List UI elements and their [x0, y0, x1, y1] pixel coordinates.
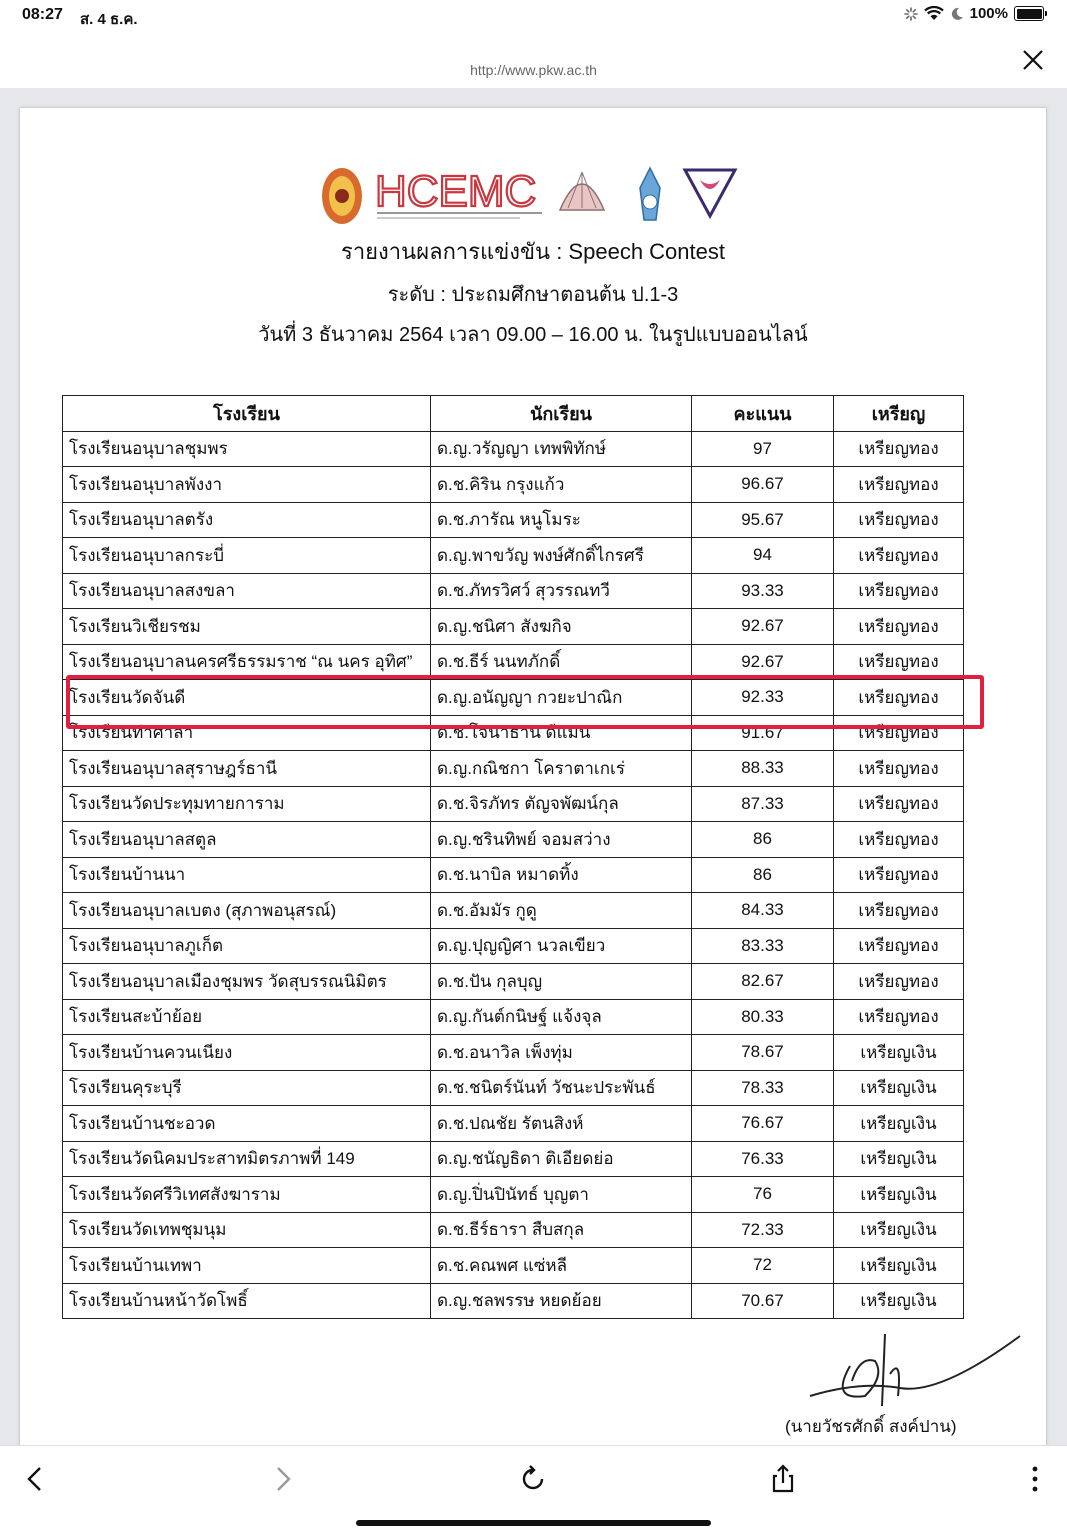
- cell-score: 72: [692, 1248, 834, 1284]
- cell-school: โรงเรียนอนุบาลสุราษฎร์ธานี: [63, 751, 431, 787]
- cell-school: โรงเรียนวัดศรีวิเทศสังฆาราม: [63, 1177, 431, 1213]
- table-row: [63, 822, 964, 858]
- cell-score: 91.67: [692, 715, 834, 751]
- logo-strip: [320, 158, 740, 228]
- cell-medal: เหรียญทอง: [834, 822, 964, 858]
- table-row: [63, 1070, 964, 1106]
- cell-student: ด.ญ.ปิ่นปินัทธ์ บุญตา: [431, 1177, 692, 1213]
- browser-header: [0, 34, 1067, 88]
- cell-score: 86: [692, 822, 834, 858]
- cell-medal: เหรียญทอง: [834, 857, 964, 893]
- cell-score: 76: [692, 1177, 834, 1213]
- cell-score: 78.33: [692, 1070, 834, 1106]
- cell-school: โรงเรียนบ้านชะอวด: [63, 1106, 431, 1142]
- table-row: [63, 751, 964, 787]
- cell-school: โรงเรียนคุระบุรี: [63, 1070, 431, 1106]
- cell-medal: เหรียญทอง: [834, 680, 964, 716]
- cell-medal: เหรียญทอง: [834, 431, 964, 467]
- hcemc-logo: HCEMC: [375, 167, 537, 216]
- more-icon[interactable]: [1020, 1464, 1050, 1494]
- table-row: [63, 1283, 964, 1319]
- cell-score: 76.33: [692, 1141, 834, 1177]
- cell-student: ด.ช.ธีร์ธารา สืบสกุล: [431, 1212, 692, 1248]
- home-indicator[interactable]: [356, 1520, 711, 1526]
- cell-student: ด.ช.โจนาธาน ดีแมน: [431, 715, 692, 751]
- table-row: [63, 1248, 964, 1284]
- cell-score: 94: [692, 538, 834, 574]
- cell-medal: เหรียญเงิน: [834, 1106, 964, 1142]
- table-row: [63, 999, 964, 1035]
- table-row: [63, 1035, 964, 1071]
- cell-medal: เหรียญเงิน: [834, 1035, 964, 1071]
- header-medal: เหรียญ: [834, 396, 964, 432]
- cell-student: ด.ญ.กณิชกา โคราตาเกเร่: [431, 751, 692, 787]
- cell-medal: เหรียญเงิน: [834, 1070, 964, 1106]
- table-row: [63, 1106, 964, 1142]
- cell-score: 95.67: [692, 502, 834, 538]
- cell-student: ด.ช.อัมมัร กูดู: [431, 893, 692, 929]
- battery-tip: [1045, 11, 1047, 16]
- cell-school: โรงเรียนอนุบาลชุมพร: [63, 431, 431, 467]
- cell-school: โรงเรียนอนุบาลภูเก็ต: [63, 928, 431, 964]
- cell-score: 87.33: [692, 786, 834, 822]
- table-row: [63, 964, 964, 1000]
- cell-school: โรงเรียนวัดประทุมทายการาม: [63, 786, 431, 822]
- bottom-toolbar: [0, 1445, 1067, 1537]
- reload-icon[interactable]: [518, 1464, 548, 1494]
- results-table: [62, 395, 964, 1319]
- status-date: ส. 4 ธ.ค.: [80, 11, 138, 28]
- cell-medal: เหรียญเงิน: [834, 1177, 964, 1213]
- url-label[interactable]: http://www.pkw.ac.th: [470, 62, 597, 78]
- cell-student: ด.ญ.วรัญญา เทพพิทักษ์: [431, 431, 692, 467]
- cell-score: 76.67: [692, 1106, 834, 1142]
- cell-student: ด.ญ.ชรินทิพย์ จอมสว่าง: [431, 822, 692, 858]
- document-viewer[interactable]: [0, 88, 1067, 1445]
- cell-medal: เหรียญเงิน: [834, 1212, 964, 1248]
- cell-school: โรงเรียนอนุบาลตรัง: [63, 502, 431, 538]
- cell-student: ด.ญ.กันต์กนิษฐ์ แจ้งจุล: [431, 999, 692, 1035]
- document-date: วันที่ 3 ธันวาคม 2564 เวลา 09.00 – 16.00 น. ในรูปแบบออนไลน์: [258, 324, 808, 346]
- cell-score: 82.67: [692, 964, 834, 1000]
- table-row: [63, 893, 964, 929]
- close-icon[interactable]: [1021, 48, 1045, 72]
- cell-medal: เหรียญทอง: [834, 893, 964, 929]
- cell-medal: เหรียญเงิน: [834, 1283, 964, 1319]
- cell-medal: เหรียญทอง: [834, 928, 964, 964]
- cell-school: โรงเรียนวัดนิคมประสาทมิตรภาพที่ 149: [63, 1141, 431, 1177]
- cell-school: โรงเรียนสะบ้าย้อย: [63, 999, 431, 1035]
- cell-student: ด.ช.อนาวิล เพ็งทุ่ม: [431, 1035, 692, 1071]
- status-time: 08:27: [22, 6, 63, 23]
- table-row: [63, 1177, 964, 1213]
- cell-medal: เหรียญเงิน: [834, 1248, 964, 1284]
- cell-school: โรงเรียนบ้านนา: [63, 857, 431, 893]
- cell-score: 93.33: [692, 573, 834, 609]
- table-row: [63, 1212, 964, 1248]
- cell-school: โรงเรียนอนุบาลสตูล: [63, 822, 431, 858]
- cell-medal: เหรียญทอง: [834, 609, 964, 645]
- cell-school: โรงเรียนอนุบาลเมืองชุมพร วัดสุบรรณนิมิตร: [63, 964, 431, 1000]
- battery-icon: [1014, 6, 1044, 21]
- cell-student: ด.ช.ธีร์ นนทภักดิ์: [431, 644, 692, 680]
- document-title: รายงานผลการแข่งขัน : Speech Contest: [341, 239, 725, 264]
- table-row: [63, 573, 964, 609]
- status-bar: [0, 0, 1067, 34]
- cell-medal: เหรียญเงิน: [834, 1141, 964, 1177]
- cell-score: 83.33: [692, 928, 834, 964]
- cell-school: โรงเรียนอนุบาลพังงา: [63, 467, 431, 503]
- battery-percent: 100%: [969, 5, 1008, 22]
- table-row: [63, 786, 964, 822]
- cell-school: โรงเรียนอนุบาลนครศรีธรรมราช “ณ นคร อุทิศ”: [63, 644, 431, 680]
- cell-medal: เหรียญทอง: [834, 467, 964, 503]
- cell-student: ด.ญ.ชลพรรษ หยดย้อย: [431, 1283, 692, 1319]
- wifi-icon: [924, 6, 944, 21]
- header-student: นักเรียน: [431, 396, 692, 432]
- cell-student: ด.ช.นาบิล หมาดทิ้ง: [431, 857, 692, 893]
- cell-student: ด.ญ.ชนิศา สังฆกิจ: [431, 609, 692, 645]
- cell-medal: เหรียญทอง: [834, 573, 964, 609]
- cell-medal: เหรียญทอง: [834, 715, 964, 751]
- cell-score: 70.67: [692, 1283, 834, 1319]
- table-row: [63, 467, 964, 503]
- cell-student: ด.ช.คิริน กรุงแก้ว: [431, 467, 692, 503]
- table-row: [63, 928, 964, 964]
- ministry-seal-logo: [322, 168, 362, 224]
- document-level: ระดับ : ประถมศึกษาตอนต้น ป.1-3: [387, 284, 679, 306]
- cell-school: โรงเรียนวัดเทพชุมนุม: [63, 1212, 431, 1248]
- table-row: [63, 1141, 964, 1177]
- cell-score: 72.33: [692, 1212, 834, 1248]
- cell-school: โรงเรียนวัดจันดี: [63, 680, 431, 716]
- cell-score: 92.67: [692, 609, 834, 645]
- royal-crest-logo: [640, 168, 660, 220]
- cell-score: 97: [692, 431, 834, 467]
- back-icon[interactable]: [20, 1464, 50, 1494]
- cell-student: ด.ญ.ชนัญธิดา ติเอียดย่อ: [431, 1141, 692, 1177]
- cell-school: โรงเรียนวิเชียรชม: [63, 609, 431, 645]
- cell-student: ด.ญ.อนัญญา กวยะปาณิก: [431, 680, 692, 716]
- status-indicators: [904, 5, 1047, 22]
- cell-score: 96.67: [692, 467, 834, 503]
- cell-score: 88.33: [692, 751, 834, 787]
- cell-score: 80.33: [692, 999, 834, 1035]
- cell-student: ด.ช.ภารัณ หนูโมระ: [431, 502, 692, 538]
- cell-medal: เหรียญทอง: [834, 538, 964, 574]
- table-row: [63, 609, 964, 645]
- cell-school: โรงเรียนอนุบาลกระบี่: [63, 538, 431, 574]
- cell-medal: เหรียญทอง: [834, 964, 964, 1000]
- cell-school: โรงเรียนบ้านหน้าวัดโพธิ์: [63, 1283, 431, 1319]
- cell-score: 92.67: [692, 644, 834, 680]
- moon-icon: [950, 7, 964, 21]
- table-row: [63, 538, 964, 574]
- cell-student: ด.ช.ปัน กุลบุญ: [431, 964, 692, 1000]
- cell-school: โรงเรียนอนุบาลเบตง (สุภาพอนุสรณ์): [63, 893, 431, 929]
- cell-student: ด.ช.ปณชัย รัตนสิงห์: [431, 1106, 692, 1142]
- cell-medal: เหรียญทอง: [834, 999, 964, 1035]
- cell-student: ด.ช.คณพศ แซ่หลี: [431, 1248, 692, 1284]
- cell-school: โรงเรียนอนุบาลสงขลา: [63, 573, 431, 609]
- cell-medal: เหรียญทอง: [834, 502, 964, 538]
- header-score: คะแนน: [692, 396, 834, 432]
- cell-school: โรงเรียนท่าศาลา: [63, 715, 431, 751]
- cell-medal: เหรียญทอง: [834, 644, 964, 680]
- activity-icon: [904, 7, 918, 21]
- signature-mark: [790, 1326, 1030, 1416]
- cell-score: 92.33: [692, 680, 834, 716]
- shell-logo: [560, 172, 604, 210]
- results-body: [63, 431, 964, 1319]
- lotus-school-logo: [685, 170, 735, 216]
- table-row: [63, 431, 964, 467]
- cell-score: 84.33: [692, 893, 834, 929]
- cell-school: โรงเรียนบ้านเทพา: [63, 1248, 431, 1284]
- forward-icon[interactable]: [268, 1464, 298, 1494]
- cell-school: โรงเรียนบ้านควนเนียง: [63, 1035, 431, 1071]
- cell-score: 86: [692, 857, 834, 893]
- table-header-row: [63, 396, 964, 432]
- share-icon[interactable]: [768, 1464, 798, 1494]
- header-school: โรงเรียน: [63, 396, 431, 432]
- table-row: [63, 502, 964, 538]
- table-row: [63, 857, 964, 893]
- document-page: [20, 108, 1046, 1445]
- signer-name: (นายวัชรศักดิ์ สงค์ปาน): [785, 1417, 957, 1436]
- cell-student: ด.ช.จิรภัทร ตัญจพัฒน์กุล: [431, 786, 692, 822]
- cell-student: ด.ช.ภัทรวิศว์ สุวรรณทวี: [431, 573, 692, 609]
- cell-student: ด.ญ.พาขวัญ พงษ์ศักดิ์ไกรศรี: [431, 538, 692, 574]
- cell-student: ด.ญ.ปุญญิศา นวลเขียว: [431, 928, 692, 964]
- highlight-box: [66, 675, 984, 729]
- cell-medal: เหรียญทอง: [834, 751, 964, 787]
- cell-score: 78.67: [692, 1035, 834, 1071]
- cell-student: ด.ช.ชนิตร์นันท์ วัชนะประพันธ์: [431, 1070, 692, 1106]
- cell-medal: เหรียญทอง: [834, 786, 964, 822]
